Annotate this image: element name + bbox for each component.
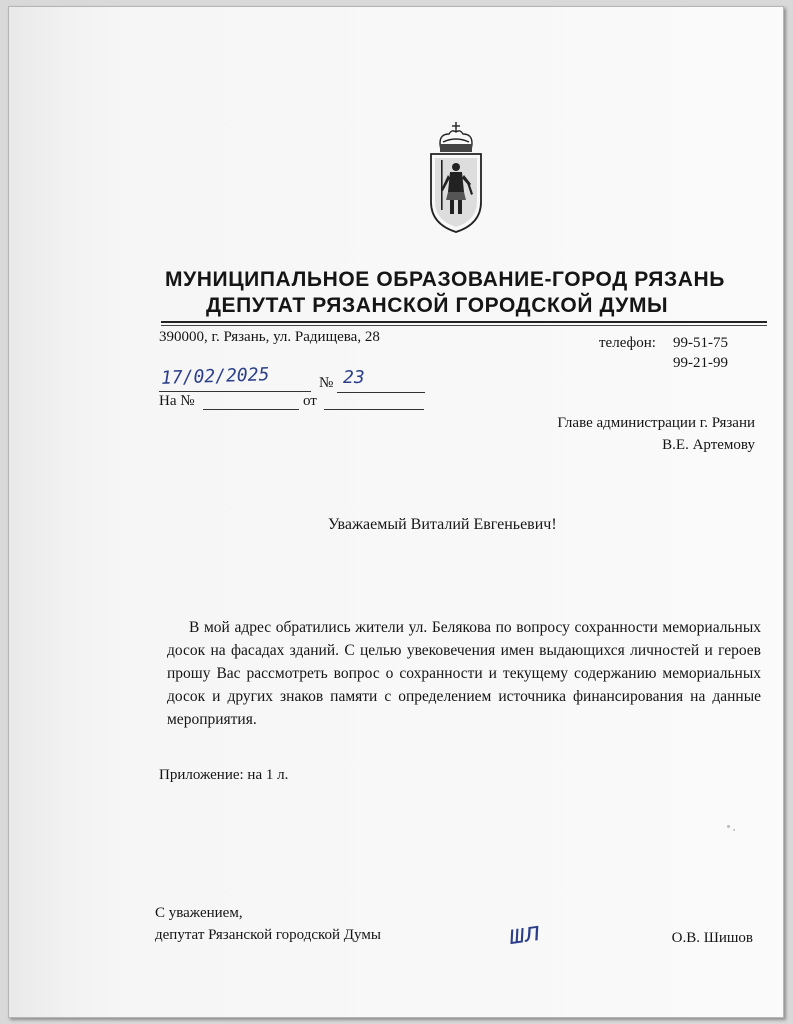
number-label: № bbox=[319, 375, 334, 391]
closing-position: депутат Рязанской городской Думы bbox=[155, 927, 381, 943]
letterhead-title: МУНИЦИПАЛЬНОЕ ОБРАЗОВАНИЕ-ГОРОД РЯЗАНЬ bbox=[165, 268, 725, 291]
phone-label: телефон: bbox=[599, 335, 656, 351]
reference-label: На № bbox=[159, 393, 195, 409]
signatory-name: О.В. Шишов bbox=[671, 930, 753, 946]
scan-speck bbox=[727, 825, 730, 828]
from-underline bbox=[324, 409, 424, 410]
body-paragraph: В мой адрес обратились жители ул. Белякова по вопросу сохранности мемориальных досок на фасадах зданий. С целью увековечения имен выдающихся личностей и героев прошу Вас рассмотреть вопрос о сохранности и текущему содержанию мемориальных досок и других знаков памяти с определением источника финансирования на данные мероприятия. bbox=[167, 619, 761, 728]
from-label: от bbox=[303, 393, 317, 409]
date-underline bbox=[159, 391, 311, 392]
attachment-note: Приложение: на 1 л. bbox=[159, 767, 289, 783]
header-divider-thin bbox=[161, 325, 767, 326]
number-underline bbox=[337, 392, 425, 393]
signature: шл bbox=[507, 916, 543, 952]
header-divider bbox=[161, 321, 767, 323]
addressee-title: Главе администрации г. Рязани bbox=[557, 415, 755, 431]
phone-number: 99-21-99 bbox=[673, 355, 728, 371]
ryazan-coat-of-arms-icon bbox=[421, 120, 491, 236]
phone-number: 99-51-75 bbox=[673, 335, 728, 351]
letterhead-subtitle: ДЕПУТАТ РЯЗАНСКОЙ ГОРОДСКОЙ ДУМЫ bbox=[206, 294, 669, 317]
letter-body bbox=[167, 616, 761, 731]
handwritten-number: 23 bbox=[343, 367, 365, 388]
scan-speck bbox=[733, 829, 735, 831]
salutation: Уважаемый Виталий Евгеньевич! bbox=[328, 516, 557, 533]
address: 390000, г. Рязань, ул. Радищева, 28 bbox=[159, 329, 380, 345]
closing-greeting: С уважением, bbox=[155, 905, 243, 921]
handwritten-date: 17/02/2025 bbox=[160, 364, 270, 389]
addressee-name: В.Е. Артемову bbox=[662, 437, 755, 453]
reference-underline bbox=[203, 409, 299, 410]
letter-page bbox=[8, 6, 784, 1018]
